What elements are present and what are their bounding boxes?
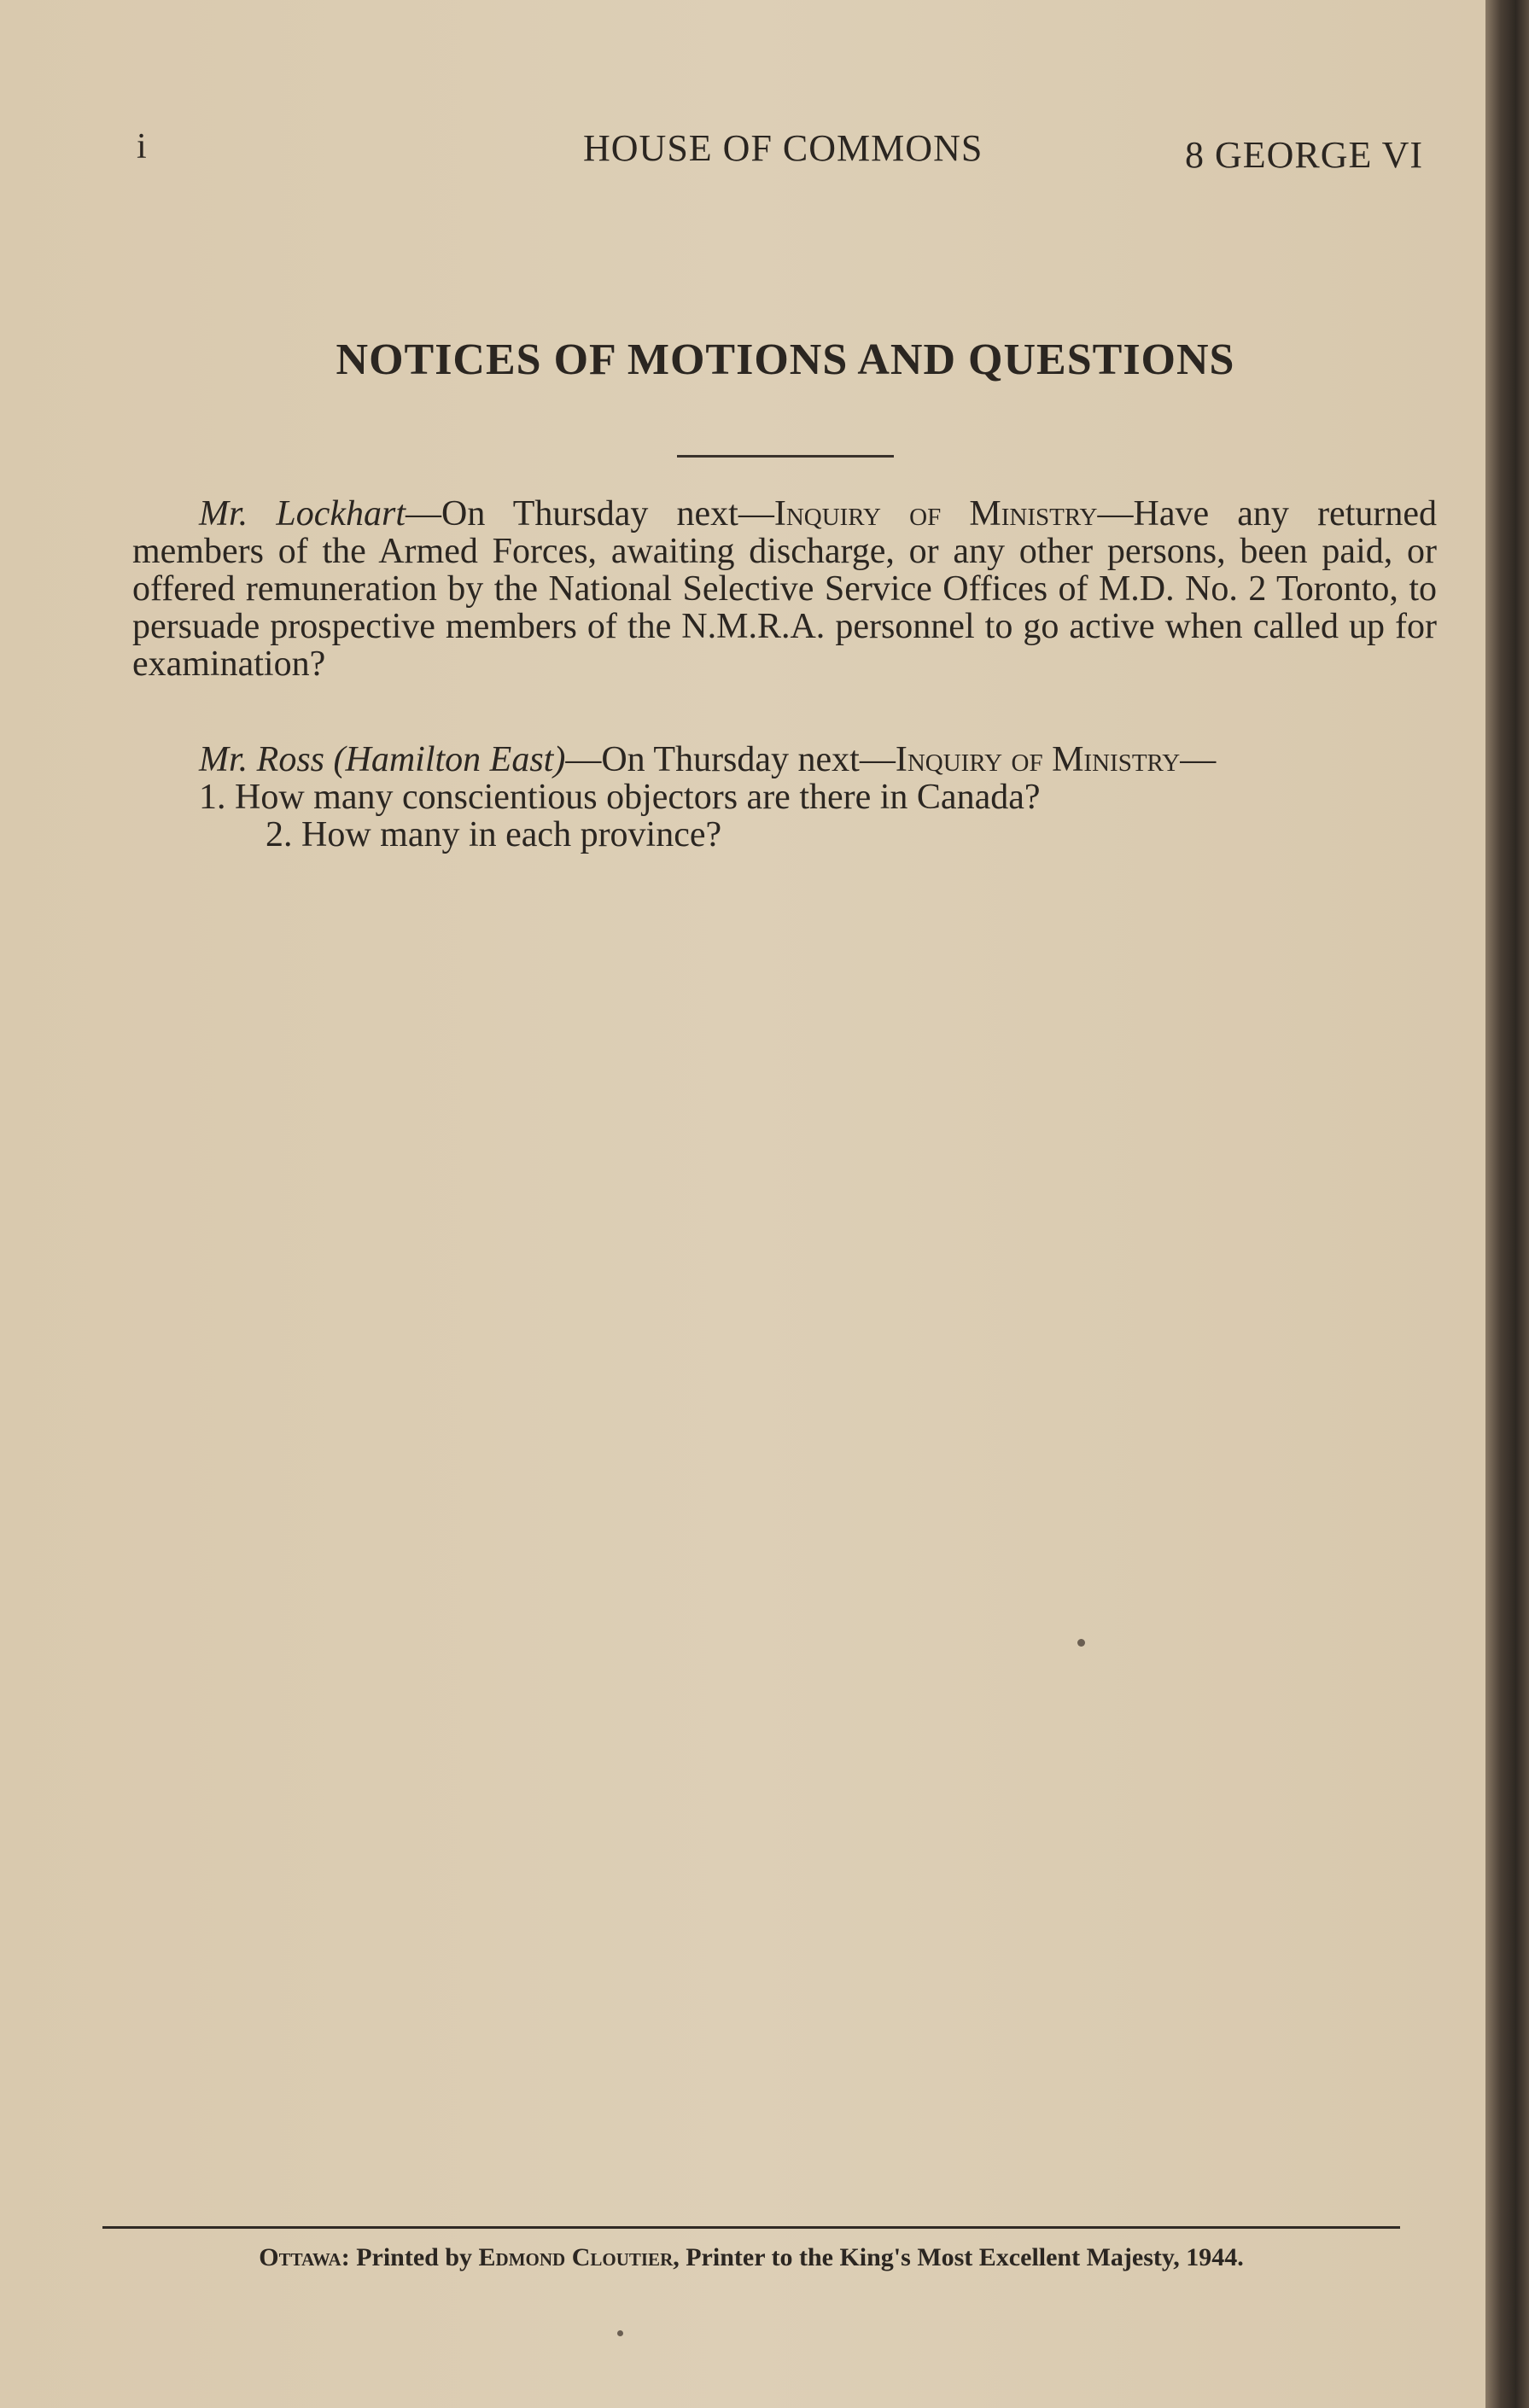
notice-paragraph: [132, 495, 1437, 683]
notice-type: Inquiry of Ministry: [895, 740, 1181, 779]
paper-speck: [617, 2330, 623, 2336]
question-1: 1. How many conscientious objectors are there in Canada?: [199, 778, 1041, 817]
title-rule: [677, 455, 894, 458]
imprint-city: Ottawa: [259, 2243, 341, 2271]
notice-lockhart: [132, 495, 1437, 683]
dash: —: [1180, 740, 1217, 779]
footer-rule: [102, 2226, 1400, 2229]
regnal-year: 8 GEORGE VI: [1185, 134, 1424, 176]
printer-imprint: [0, 2243, 1503, 2272]
member-name: Mr. Lockhart: [199, 494, 406, 533]
notice-ross: [132, 741, 1437, 854]
running-title: HOUSE OF COMMONS: [583, 127, 983, 169]
question-text: —Have any returned members of the Armed Forces, awaiting discharge, or any other persons, been paid, or offered remuneration by the National Selective Service Offices of M.D. No. 2 Toronto, to persuade prospective members of the N.M.R.A. personnel to go active when called up for examination?: [132, 494, 1437, 684]
notice-paragraph: [132, 741, 1437, 778]
notice-type: Inquiry of Ministry: [773, 494, 1098, 533]
page-header: [0, 126, 1485, 178]
imprint-rest: , Printer to the King's Most Excellent Majesty, 1944.: [673, 2243, 1244, 2271]
book-binding-edge: [1485, 0, 1529, 2408]
date-phrase: —On Thursday next—: [406, 494, 774, 533]
date-phrase: —On Thursday next—: [565, 740, 896, 779]
imprint-printed-by: : Printed by: [341, 2243, 479, 2271]
page-number: i: [137, 127, 147, 166]
imprint-printer: Edmond Cloutier: [478, 2243, 674, 2271]
member-name: Mr. Ross (Hamilton East): [199, 740, 566, 779]
paper-speck: [1077, 1639, 1085, 1647]
page-title: NOTICES OF MOTIONS AND QUESTIONS: [336, 335, 1235, 384]
question-2: 2. How many in each province?: [266, 815, 722, 854]
